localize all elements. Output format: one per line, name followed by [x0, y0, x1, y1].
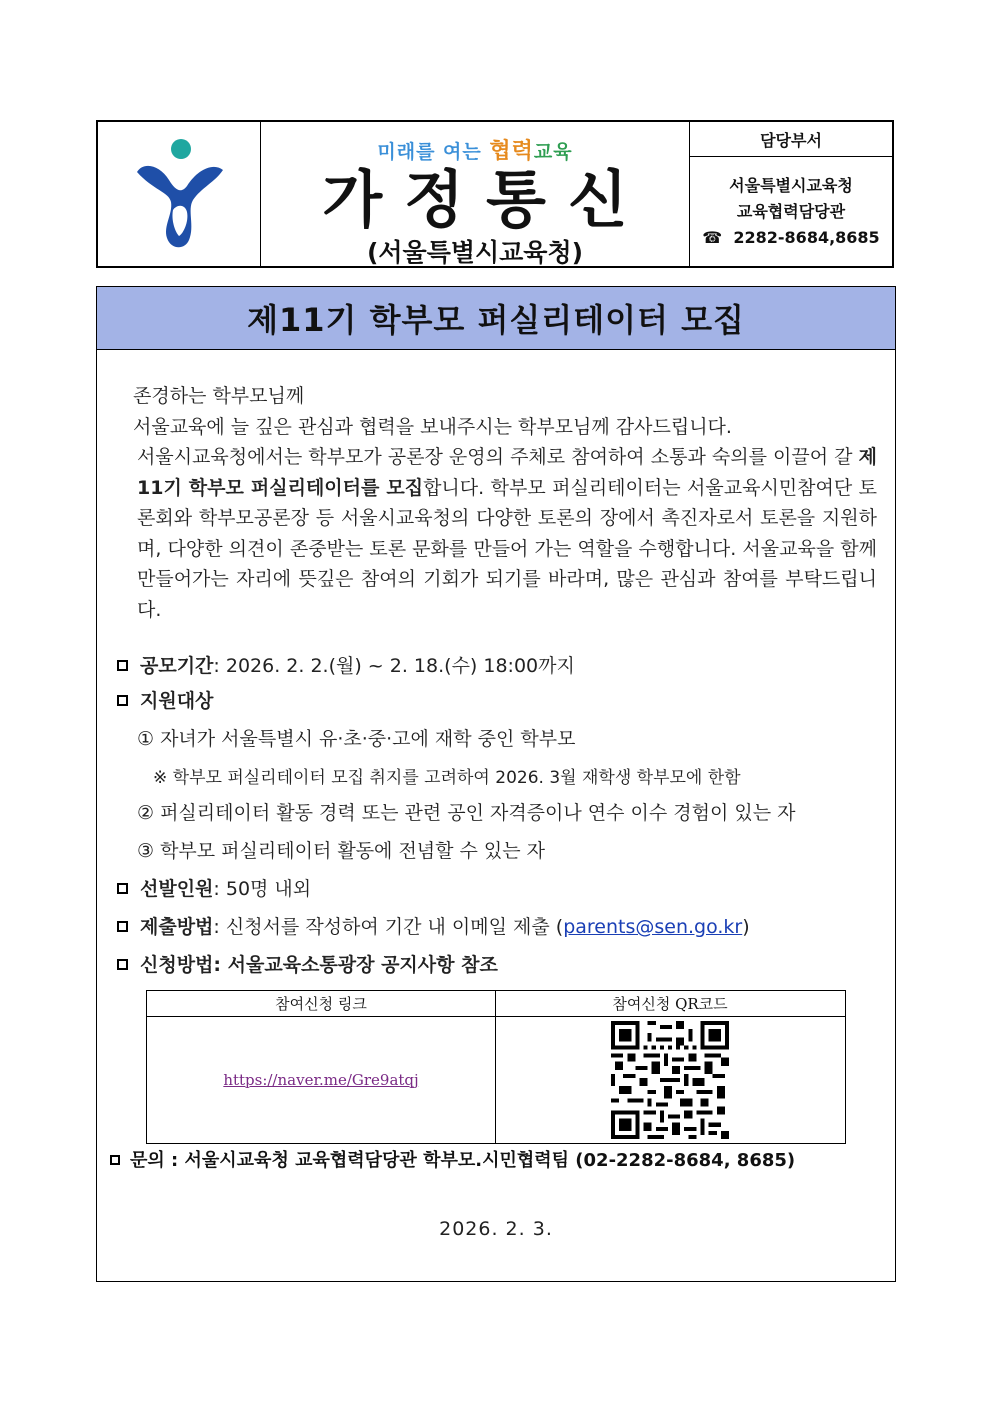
qr-code-icon[interactable]: [611, 1021, 729, 1139]
department-label: 담당부서: [690, 122, 892, 157]
checkbox-square-icon: [117, 959, 128, 970]
department-info: [690, 157, 892, 266]
target-row: 지원대상: [117, 686, 213, 713]
submit-row: 제출방법: 신청서를 작성하여 기간 내 이메일 제출 (parents@sen.go.kr): [117, 912, 750, 939]
department-phone-row: [702, 225, 879, 251]
department-line1: 서울특별시교육청: [729, 175, 853, 195]
page-subtitle: (서울특별시교육청): [366, 238, 584, 267]
target-item-2: ② 퍼실리테이터 활동 경력 또는 관련 공인 자격증이나 연수 이수 경험이 있는 자: [137, 802, 796, 824]
salutation: 존경하는 학부모님께: [133, 385, 305, 407]
checkbox-square-icon: [110, 1155, 120, 1165]
department-cell: [690, 122, 892, 266]
slogan: 미래를 여는 협력교육: [377, 139, 573, 164]
department-phone: 2282-8684,8685: [733, 227, 880, 247]
qr-cell: [495, 1017, 845, 1143]
checkbox-square-icon: [117, 921, 128, 932]
count-row: 선발인원: 50명 내외: [117, 874, 311, 901]
inquiry-row: [110, 1146, 795, 1172]
greeting-highlight: 제11기 학부모 퍼실리테이터를 모집: [137, 446, 877, 499]
greeting-body: 서울시교육청에서는 학부모가 공론장 운영의 주체로 참여하여 소통과 숙의를 이끌어 갈 제11기 학부모 퍼실리테이터를 모집합니다. 학부모 퍼실리테이터는 서울교육시민참여단 토론회와 학부모공론장 등 서울시교육청의 다양한 토론의 장에서 촉진자로서 토론을 지원하며, 다양한 의견이 존중받는 토론 문화를 만들어 가는 역할을 수행합니다. 서울교육을 함께 만들어가는 자리에 뜻깊은 참여의 기회가 되기를 바라며, 많은 관심과 참여를 부탁드립니다.: [137, 446, 877, 621]
table-header-qr: 참여신청 QR코드: [495, 991, 845, 1017]
seoul-education-logo-icon: [129, 134, 229, 254]
header-table: [96, 120, 894, 268]
application-link[interactable]: https://naver.me/Gre9atqj: [223, 1071, 419, 1089]
inquiry-text: 문의 : 서울시교육청 교육협력담당관 학부모.시민협력팀 (02-2282-8684, 8685): [130, 1150, 796, 1171]
greeting-line1: 서울교육에 늘 깊은 관심과 협력을 보내주시는 학부모님께 감사드립니다.: [133, 415, 732, 438]
target-item-3: ③ 학부모 퍼실리테이터 활동에 전념할 수 있는 자: [137, 840, 546, 862]
page-title: 가정통신: [322, 163, 650, 236]
telephone-icon: ☎: [702, 227, 723, 247]
greeting: [133, 381, 877, 625]
checkbox-square-icon: [117, 883, 128, 894]
title-cell: [261, 122, 690, 266]
issue-date: 2026. 2. 3.: [439, 1218, 553, 1240]
period-row: 공모기간: 2026. 2. 2.(월) ~ 2. 18.(수) 18:00까지: [117, 651, 575, 678]
logo-cell: [98, 122, 261, 266]
target-item-1: ① 자녀가 서울특별시 유·초·중·고에 재학 중인 학부모: [137, 728, 576, 750]
notice-banner: 제11기 학부모 퍼실리테이터 모집: [97, 287, 895, 350]
email-link[interactable]: parents@sen.go.kr: [563, 916, 743, 938]
department-line2: 교육협력담당관: [736, 201, 846, 221]
apply-row: 신청방법: 서울교육소통광장 공지사항 참조: [117, 950, 498, 977]
application-table: [146, 990, 846, 1144]
target-note: ※ 학부모 퍼실리테이터 모집 취지를 고려하여 2026. 3월 재학생 학부모에 한함: [153, 768, 741, 788]
checkbox-square-icon: [117, 660, 128, 671]
table-header-link: 참여신청 링크: [147, 991, 495, 1017]
checkbox-square-icon: [117, 695, 128, 706]
